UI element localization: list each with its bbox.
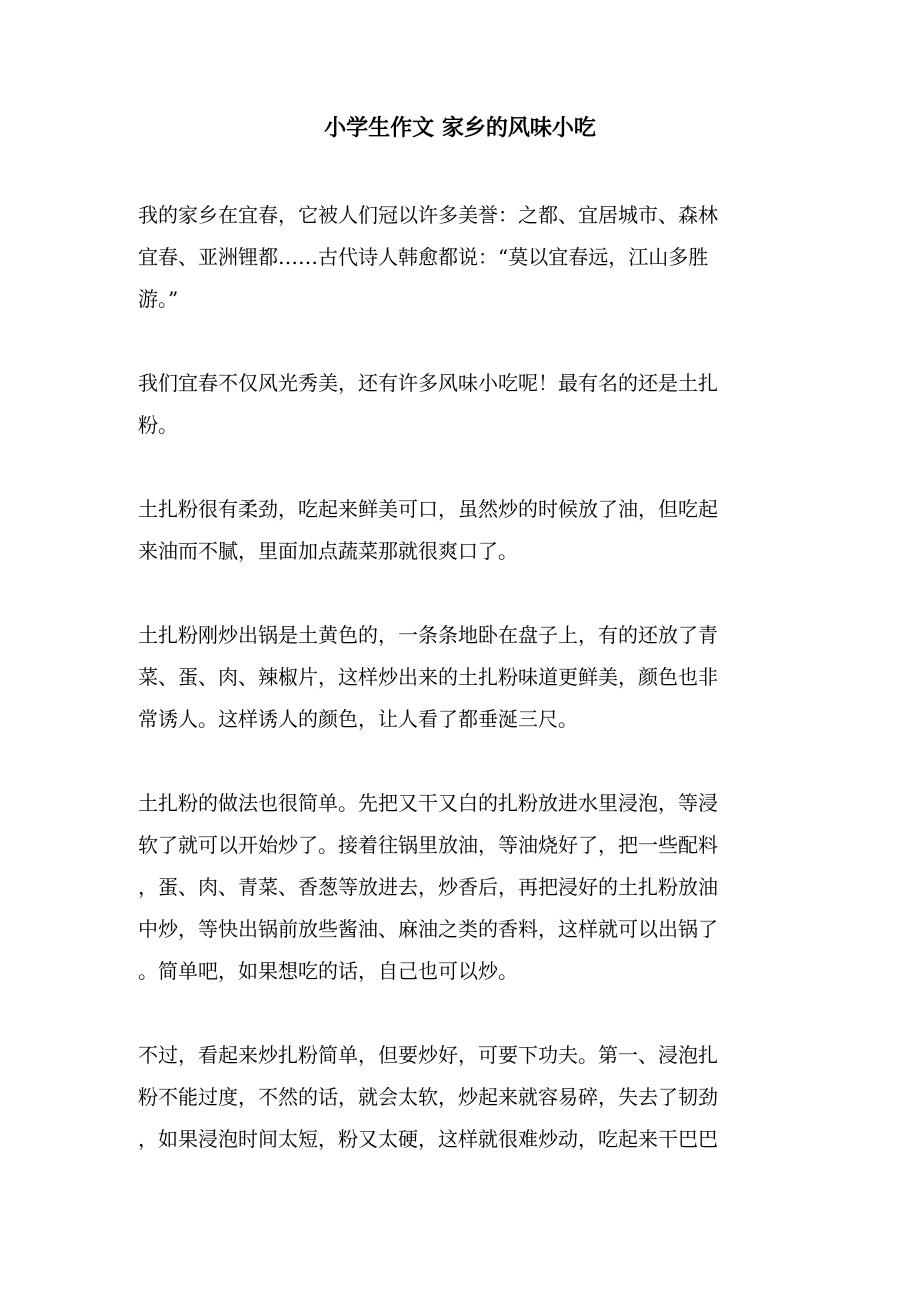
paragraph-5-line-1: 土扎粉的做法也很简单。先把又干又白的扎粉放进水里浸泡，等浸: [138, 791, 718, 815]
paragraph-1-line-2: 宜春、亚洲锂都……古代诗人韩愈都说：“莫以宜春远，江山多胜: [138, 245, 709, 269]
paragraph-3-line-1: 土扎粉很有柔劲，吃起来鲜美可口，虽然炒的时候放了油，但吃起: [138, 497, 718, 521]
paragraph-6-line-2: 粉不能过度，不然的话，就会太软，炒起来就容易碎，失去了韧劲: [138, 1085, 718, 1109]
paragraph-4-line-3: 常诱人。这样诱人的颜色，让人看了都垂涎三尺。: [138, 707, 578, 731]
paragraph-1-line-1: 我的家乡在宜春，它被人们冠以许多美誉：之都、宜居城市、森林: [138, 203, 718, 227]
paragraph-5-line-3: ，蛋、肉、青菜、香葱等放进去，炒香后，再把浸好的土扎粉放油: [138, 875, 718, 899]
paragraph-5-line-5: 。简单吧，如果想吃的话，自己也可以炒。: [138, 959, 518, 983]
paragraph-2-line-2: 粉。: [138, 413, 178, 437]
paragraph-5-line-4: 中炒，等快出锅前放些酱油、麻油之类的香料，这样就可以出锅了: [138, 917, 718, 941]
paragraph-6-line-1: 不过，看起来炒扎粉简单，但要炒好，可要下功夫。第一、浸泡扎: [138, 1043, 718, 1067]
paragraph-4-line-2: 菜、蛋、肉、辣椒片，这样炒出来的土扎粉味道更鲜美，颜色也非: [138, 665, 718, 689]
paragraph-6-line-3: ，如果浸泡时间太短，粉又太硬，这样就很难炒动，吃起来干巴巴: [138, 1127, 718, 1151]
document-title: 小学生作文 家乡的风味小吃: [324, 115, 596, 141]
paragraph-4-line-1: 土扎粉刚炒出锅是土黄色的，一条条地卧在盘子上，有的还放了青: [138, 623, 718, 647]
paragraph-5-line-2: 软了就可以开始炒了。接着往锅里放油，等油烧好了，把一些配料: [138, 833, 718, 857]
paragraph-2-line-1: 我们宜春不仅风光秀美，还有许多风味小吃呢！最有名的还是土扎: [138, 371, 718, 395]
paragraph-3-line-2: 来油而不腻，里面加点蔬菜那就很爽口了。: [138, 539, 518, 563]
paragraph-1-line-3: 游。”: [138, 287, 179, 311]
